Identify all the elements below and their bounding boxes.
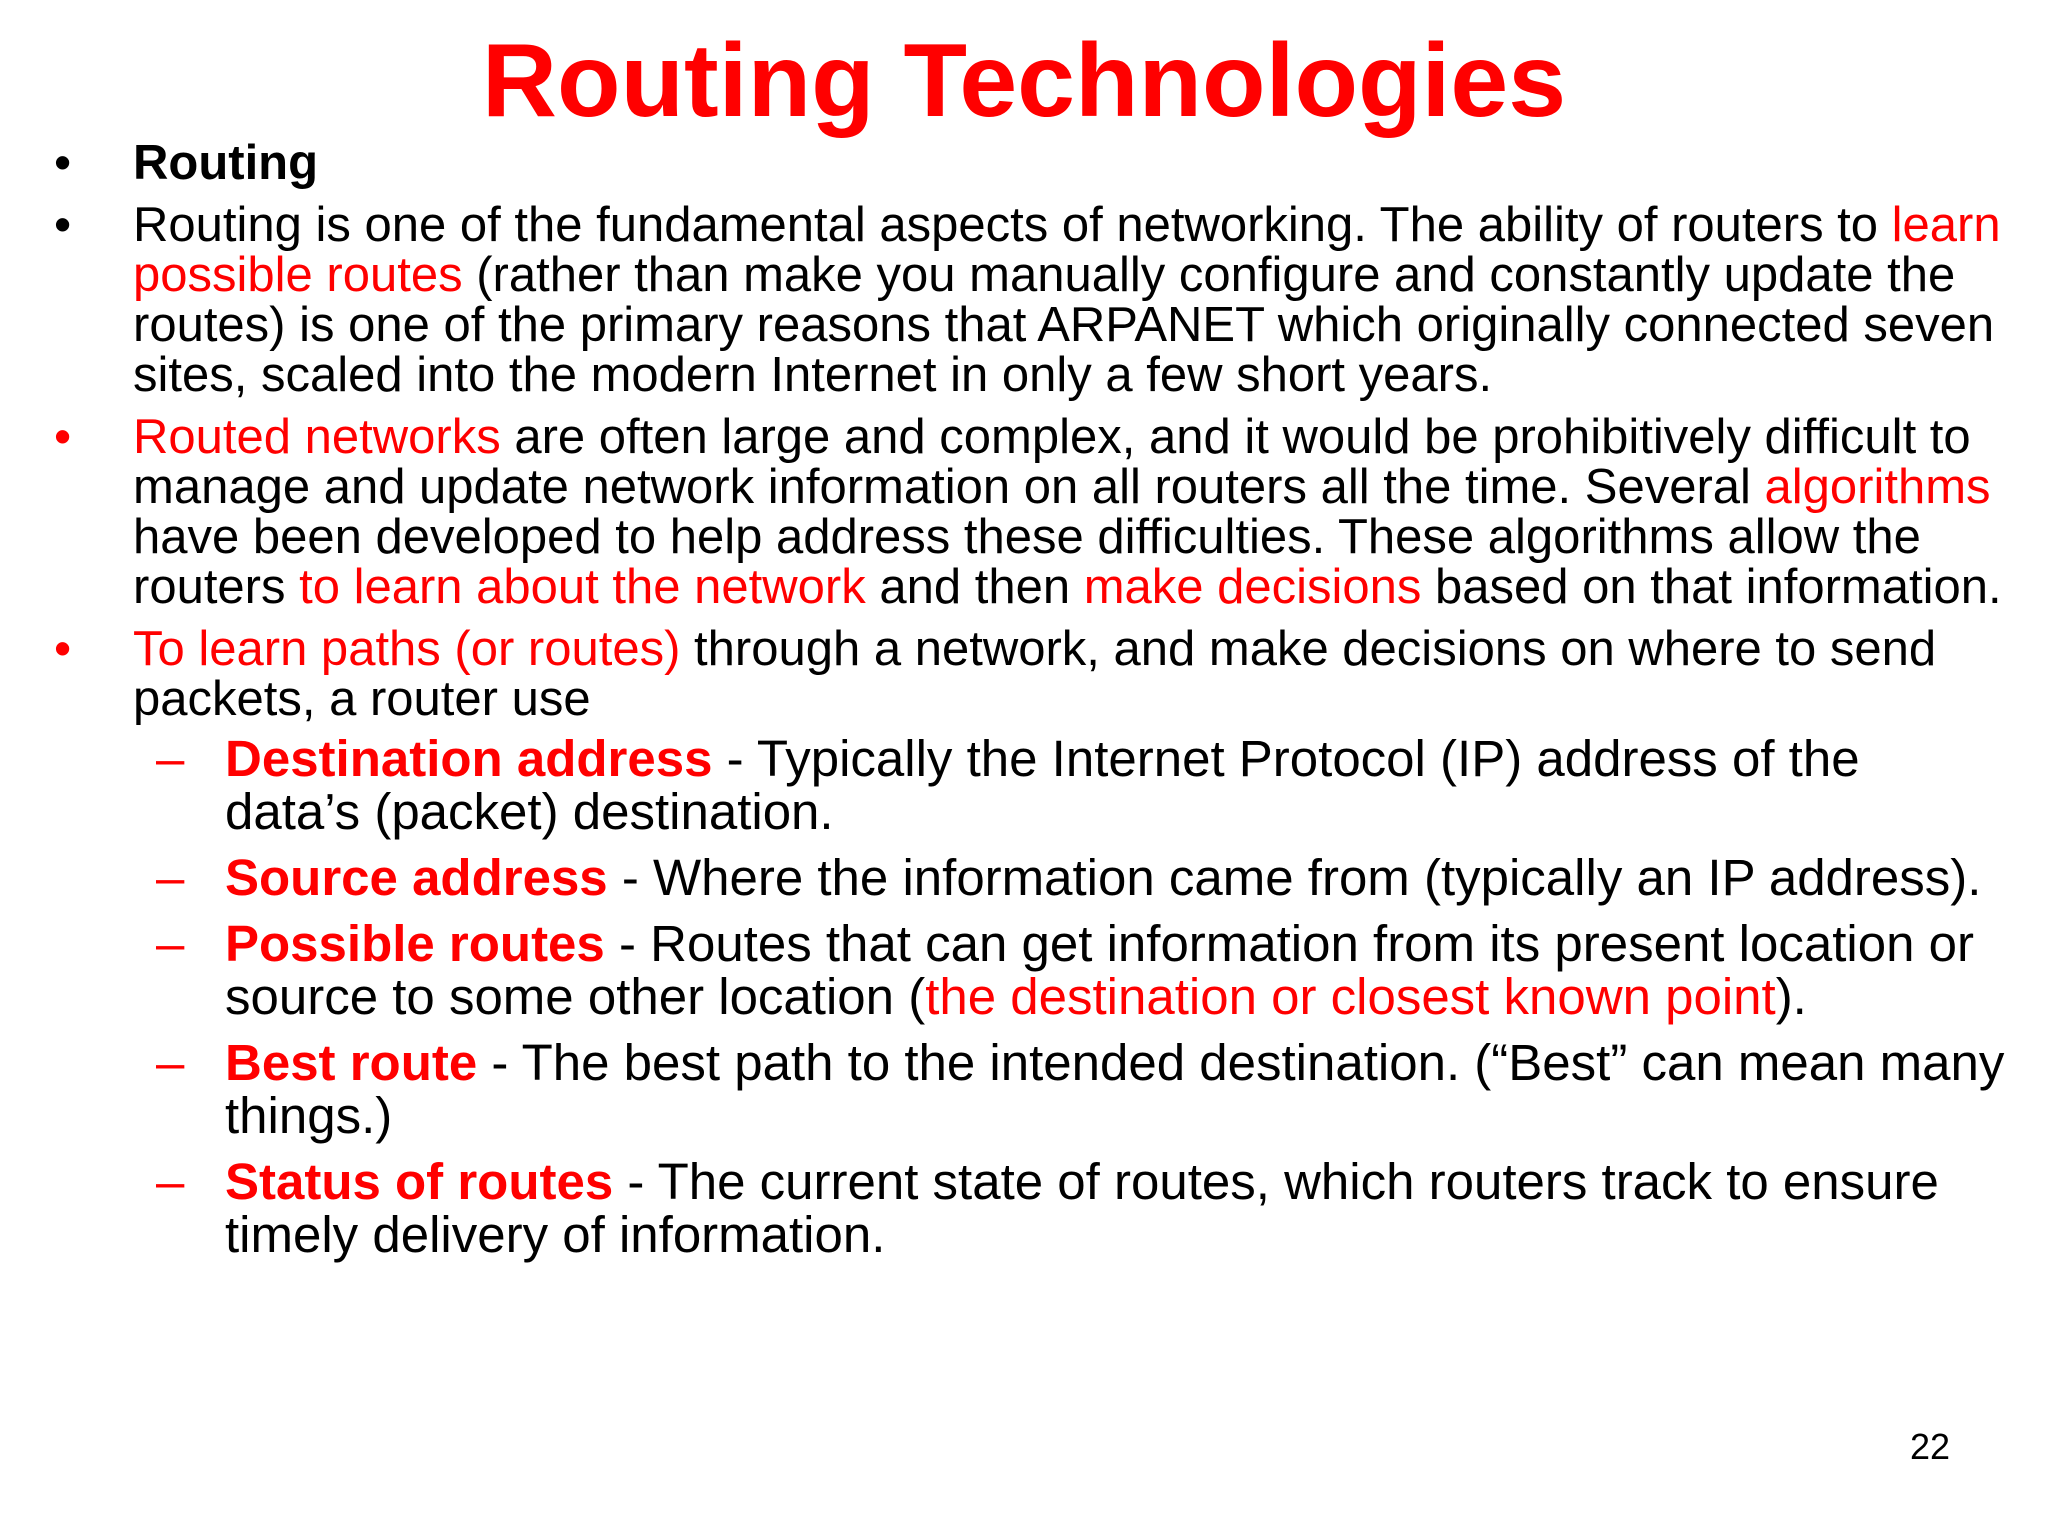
bullet-routing bbox=[0, 138, 2048, 188]
term-text: Destination address bbox=[225, 730, 713, 787]
bullet-routing-fundamentals bbox=[0, 200, 2048, 400]
bullet-text: have been developed to help address these difficulties. These algorithms allow the routers bbox=[133, 510, 1921, 614]
subbullet-destination-address bbox=[0, 732, 2048, 838]
bullet-marker: • bbox=[54, 622, 72, 676]
desc-text: - The best path to the intended destination. (“Best” can mean many things.) bbox=[225, 1034, 2005, 1144]
term-text: Possible routes bbox=[225, 915, 605, 972]
subbullet-marker: – bbox=[156, 1153, 185, 1210]
highlight-text: the destination or closest known point bbox=[925, 968, 1776, 1025]
highlight-text: To learn paths (or routes) bbox=[133, 622, 681, 676]
slide-title: Routing Technologies bbox=[481, 23, 1567, 139]
bullet-marker: • bbox=[54, 198, 72, 252]
bullet-marker: • bbox=[54, 410, 72, 464]
subbullet-marker: – bbox=[156, 849, 185, 906]
desc-text: - Routes that can get information from its present location or source to some other location ( bbox=[225, 915, 1974, 1025]
highlight-text: Routed networks bbox=[133, 410, 501, 464]
subbullet-possible-routes bbox=[0, 917, 2048, 1023]
bullet-learn-paths bbox=[0, 624, 2048, 724]
highlight-text: learn possible routes bbox=[133, 198, 2001, 302]
bullet-text: and then bbox=[865, 560, 1084, 614]
bullet-text: through a network, and make decisions on where to send packets, a router use bbox=[133, 622, 1937, 726]
subbullet-marker: – bbox=[156, 1034, 185, 1091]
highlight-text: to learn about the network bbox=[299, 560, 866, 614]
highlight-text: make decisions bbox=[1083, 560, 1422, 614]
bullet-routed-networks bbox=[0, 412, 2048, 612]
slide-content bbox=[0, 138, 2048, 1274]
bullet-text: based on that information. bbox=[1421, 560, 2002, 614]
subbullet-marker: – bbox=[156, 730, 185, 787]
term-text: Best route bbox=[225, 1034, 478, 1091]
highlight-text: algorithms bbox=[1764, 460, 1991, 514]
subbullet-marker: – bbox=[156, 915, 185, 972]
slide-number: 22 bbox=[1909, 1426, 1950, 1467]
term-text: Status of routes bbox=[225, 1153, 614, 1210]
bullet-text: are often large and complex, and it would be prohibitively difficult to manage and update network information on all routers all the time. Several bbox=[133, 410, 1971, 514]
desc-text: - Typically the Internet Protocol (IP) address of the data’s (packet) destination. bbox=[225, 730, 1860, 840]
desc-text: - The current state of routes, which routers track to ensure timely delivery of information. bbox=[225, 1153, 1939, 1263]
desc-text: ). bbox=[1775, 968, 1807, 1025]
bullet-text: Routing is one of the fundamental aspects of networking. The ability of routers to bbox=[133, 198, 1892, 252]
bullet-text: (rather than make you manually configure and constantly update the routes) is one of the primary reasons that ARPANET which originally connected seven sites, scaled into the modern Internet in only a few short years. bbox=[133, 248, 1995, 402]
desc-text: - Where the information came from (typically an IP address). bbox=[607, 849, 1982, 906]
subbullet-source-address bbox=[0, 851, 2048, 904]
subbullet-best-route bbox=[0, 1036, 2048, 1142]
term-text: Source address bbox=[225, 849, 608, 906]
subbullet-status-of-routes bbox=[0, 1155, 2048, 1261]
bullet-marker: • bbox=[54, 136, 72, 190]
bullet-text: Routing bbox=[133, 136, 319, 190]
